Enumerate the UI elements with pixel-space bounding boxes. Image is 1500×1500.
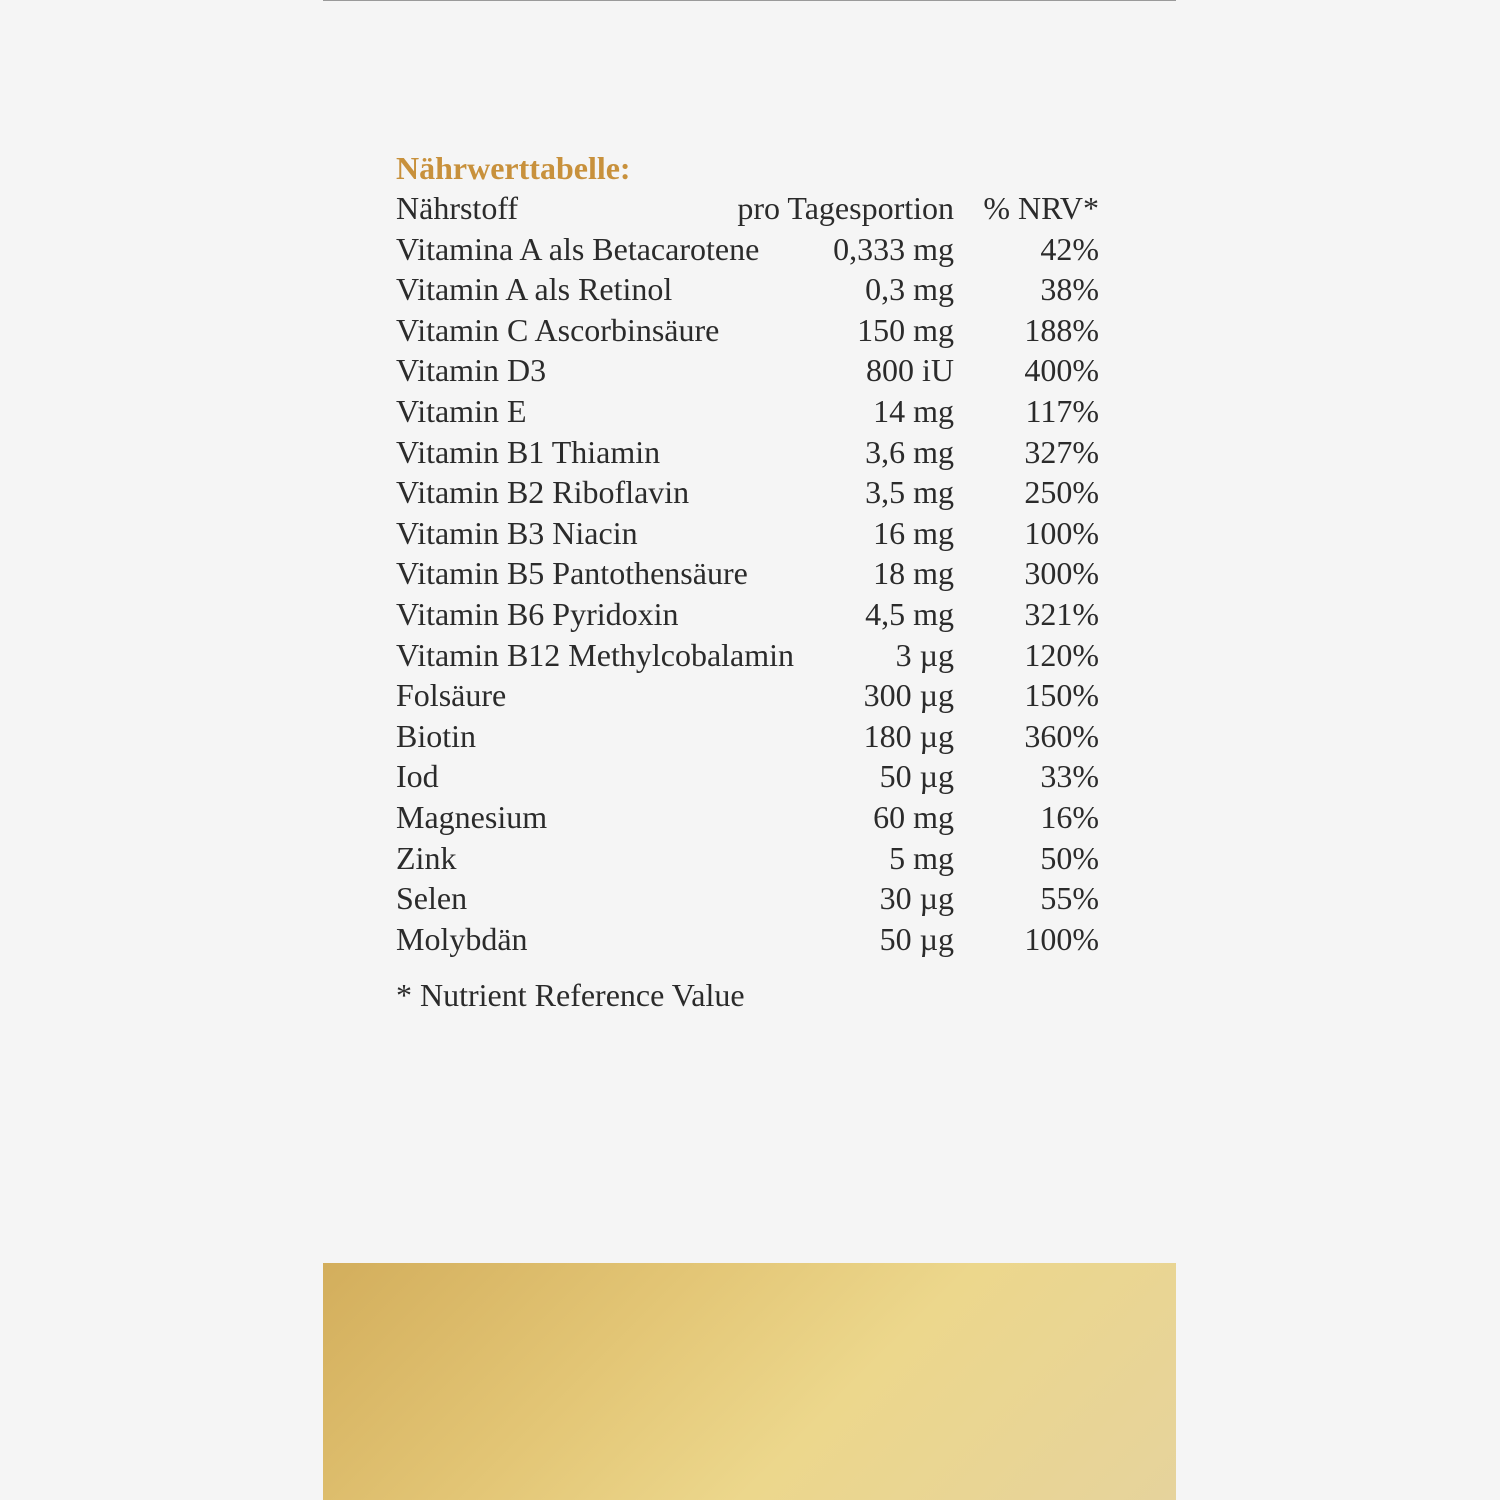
nutrient-nrv: 120%	[1024, 636, 1099, 673]
nutrient-nrv: 300%	[1024, 555, 1099, 592]
nutrient-amount: 5 mg	[889, 839, 954, 876]
table-body	[396, 229, 1116, 960]
table-row	[396, 350, 1116, 391]
nutrient-nrv: 188%	[1024, 311, 1099, 348]
table-row	[396, 838, 1116, 879]
table-row	[396, 432, 1116, 473]
nutrient-nrv: 33%	[1040, 758, 1099, 795]
nutrient-nrv: 321%	[1024, 595, 1099, 632]
nutrient-name: Zink	[396, 839, 457, 876]
nutrient-name: Vitamina A als Betacarotene	[396, 230, 760, 267]
nutrient-name: Vitamin B2 Riboflavin	[396, 474, 690, 511]
nutrient-nrv: 100%	[1024, 920, 1099, 957]
table-row	[396, 269, 1116, 310]
table-row	[396, 229, 1116, 270]
nutrient-name: Biotin	[396, 717, 477, 754]
nutrient-name: Vitamin C Ascorbinsäure	[396, 311, 720, 348]
table-row	[396, 594, 1116, 635]
nutrient-name: Vitamin B12 Methylcobalamin	[396, 636, 795, 673]
table-row	[396, 878, 1116, 919]
nutrient-name: Selen	[396, 880, 468, 917]
nutrient-nrv: 55%	[1040, 880, 1099, 917]
nutrient-amount: 3,6 mg	[865, 433, 954, 470]
nutrient-nrv: 16%	[1040, 798, 1099, 835]
gold-decorative-band	[323, 1263, 1176, 1500]
nutrient-name: Magnesium	[396, 798, 548, 835]
nutrient-amount: 16 mg	[873, 514, 954, 551]
nutrient-amount: 800 iU	[866, 352, 954, 389]
nutrient-name: Vitamin B6 Pyridoxin	[396, 595, 679, 632]
nutrient-amount: 14 mg	[873, 392, 954, 429]
nutrient-name: Molybdän	[396, 920, 528, 957]
nutrient-amount: 50 µg	[879, 920, 954, 957]
nutrient-nrv: 400%	[1024, 352, 1099, 389]
nutrient-nrv: 327%	[1024, 433, 1099, 470]
top-divider	[323, 0, 1176, 1]
nutrient-amount: 300 µg	[863, 677, 954, 714]
header-nrv: % NRV*	[983, 190, 1099, 226]
table-row	[396, 553, 1116, 594]
nutrient-name: Vitamin B3 Niacin	[396, 514, 638, 551]
nutrient-name: Vitamin E	[396, 392, 527, 429]
table-row	[396, 472, 1116, 513]
nutrient-amount: 18 mg	[873, 555, 954, 592]
header-per-serving: pro Tagesportion	[737, 190, 954, 226]
table-row	[396, 756, 1116, 797]
nutrient-name: Vitamin D3	[396, 352, 547, 389]
nutrient-name: Vitamin B1 Thiamin	[396, 433, 661, 470]
nutrient-amount: 50 µg	[879, 758, 954, 795]
header-nutrient: Nährstoff	[396, 190, 519, 226]
nutrient-name: Vitamin A als Retinol	[396, 271, 673, 308]
nutrient-nrv: 360%	[1024, 717, 1099, 754]
nutrient-amount: 3,5 mg	[865, 474, 954, 511]
footnote: * Nutrient Reference Value	[396, 977, 745, 1014]
nutrient-amount: 180 µg	[863, 717, 954, 754]
nutrient-amount: 3 µg	[895, 636, 954, 673]
table-row	[396, 716, 1116, 757]
nutrient-amount: 4,5 mg	[865, 595, 954, 632]
table-row	[396, 513, 1116, 554]
table-header-row	[396, 188, 1116, 229]
nutrient-amount: 30 µg	[879, 880, 954, 917]
nutrient-nrv: 42%	[1040, 230, 1099, 267]
nutrient-name: Iod	[396, 758, 439, 795]
nutrient-amount: 0,3 mg	[865, 271, 954, 308]
table-row	[396, 675, 1116, 716]
nutrient-nrv: 50%	[1040, 839, 1099, 876]
nutrient-amount: 60 mg	[873, 798, 954, 835]
nutrition-table	[396, 148, 1116, 1015]
table-row	[396, 797, 1116, 838]
table-row	[396, 919, 1116, 960]
nutrient-nrv: 250%	[1024, 474, 1099, 511]
table-row	[396, 635, 1116, 676]
nutrient-name: Vitamin B5 Pantothensäure	[396, 555, 748, 592]
nutrient-amount: 150 mg	[857, 311, 954, 348]
nutrient-nrv: 117%	[1025, 392, 1099, 429]
table-row	[396, 310, 1116, 351]
nutrient-nrv: 150%	[1024, 677, 1099, 714]
table-row	[396, 391, 1116, 432]
nutrient-nrv: 38%	[1040, 271, 1099, 308]
nutrient-amount: 0,333 mg	[833, 230, 954, 267]
nutrient-name: Folsäure	[396, 677, 507, 714]
nutrient-nrv: 100%	[1024, 514, 1099, 551]
table-title: Nährwerttabelle:	[396, 150, 631, 186]
